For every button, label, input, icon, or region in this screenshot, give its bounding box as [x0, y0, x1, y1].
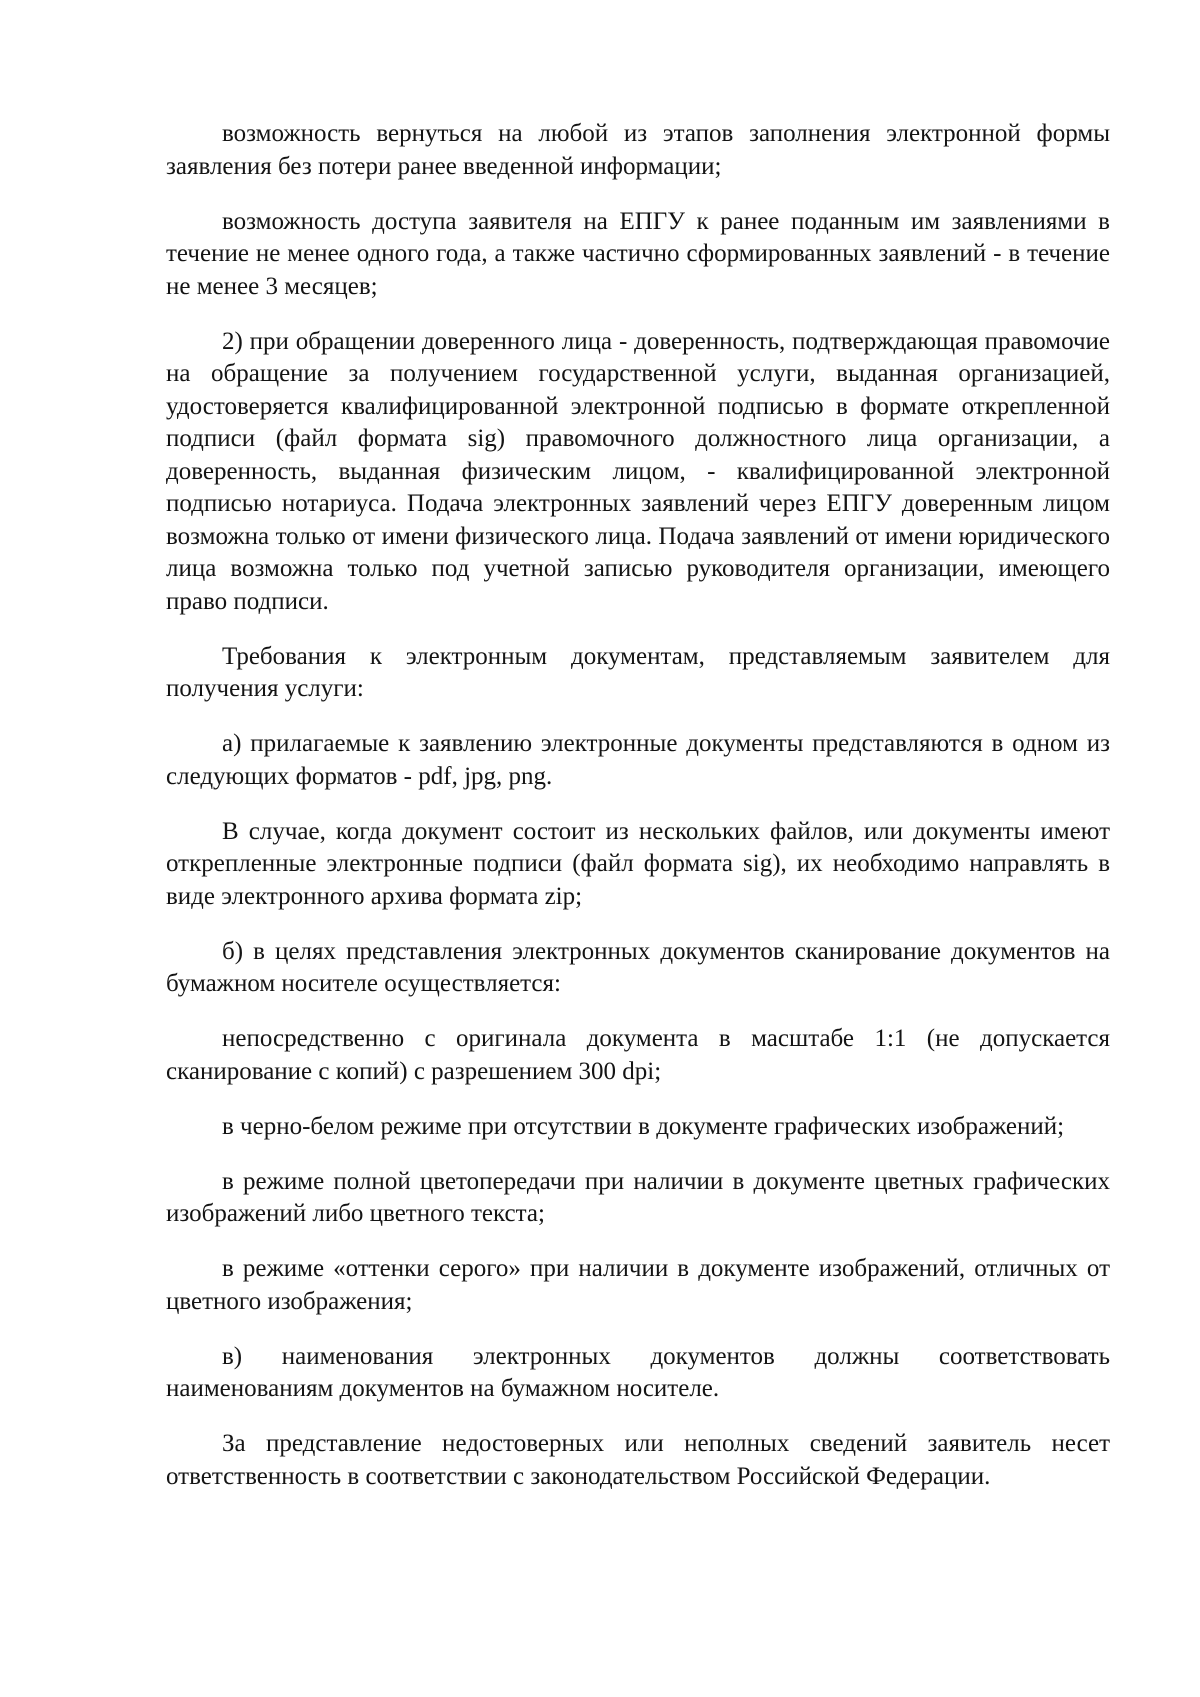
paragraph-return-to-step: возможность вернуться на любой из этапов заполнения электронной формы заявления без потери ранее введенной информации; — [166, 120, 1110, 180]
paragraph-full-color-mode: в режиме полной цветопередачи при наличии в документе цветных графических изображений либо цветного текста; — [166, 1167, 1110, 1227]
paragraph-zip-archive: В случае, когда документ состоит из нескольких файлов, или документы имеют открепленные электронные подписи (файл формата sig), их необходимо направлять в виде электронного архива формата zip; — [166, 817, 1110, 910]
paragraph-access-applications: возможность доступа заявителя на ЕПГУ к ранее поданным им заявлениями в течение не менее одного года, а также частично сформированных заявлений - в течение не менее 3 месяцев; — [166, 207, 1110, 300]
paragraph-responsibility: За представление недостоверных или неполных сведений заявитель несет ответственность в соответствии с законодательством Российской Федерации. — [166, 1430, 1110, 1490]
paragraph-file-formats: а) прилагаемые к заявлению электронные документы представляются в одном из следующих форматов - pdf, jpg, png. — [166, 730, 1110, 790]
paragraph-scanning: б) в целях представления электронных документов сканирование документов на бумажном носителе осуществляется: — [166, 937, 1110, 997]
paragraph-black-white-mode: в черно-белом режиме при отсутствии в документе графических изображений; — [222, 1112, 1065, 1140]
paragraph-grayscale-mode: в режиме «оттенки серого» при наличии в документе изображений, отличных от цветного изображения; — [166, 1255, 1110, 1315]
paragraph-power-of-attorney: 2) при обращении доверенного лица - доверенность, подтверждающая правомочие на обращение за получением государственной услуги, выданная организацией, удостоверяется квалифицированной электронной подписью в формате открепленной подписи (файл формата sig) правомочного должностного лица организации, а доверенность, выданная физическим лицом, - квалифицированной электронной подписью нотариуса. Подача электронных заявлений через ЕПГУ доверенным лицом возможна только от имени физического лица. Подача заявлений от имени юридического лица возможна только под учетной записью руководителя организации, имеющего право подписи. — [166, 327, 1110, 615]
document-body — [166, 118, 1110, 1516]
paragraph-document-names: в) наименования электронных документов должны соответствовать наименованиям документов на бумажном носителе. — [166, 1342, 1110, 1402]
paragraph-scan-original: непосредственно с оригинала документа в масштабе 1:1 (не допускается сканирование с копий) с разрешением 300 dpi; — [166, 1025, 1110, 1085]
paragraph-requirements-heading: Требования к электронным документам, представляемым заявителем для получения услуги: — [166, 642, 1110, 702]
